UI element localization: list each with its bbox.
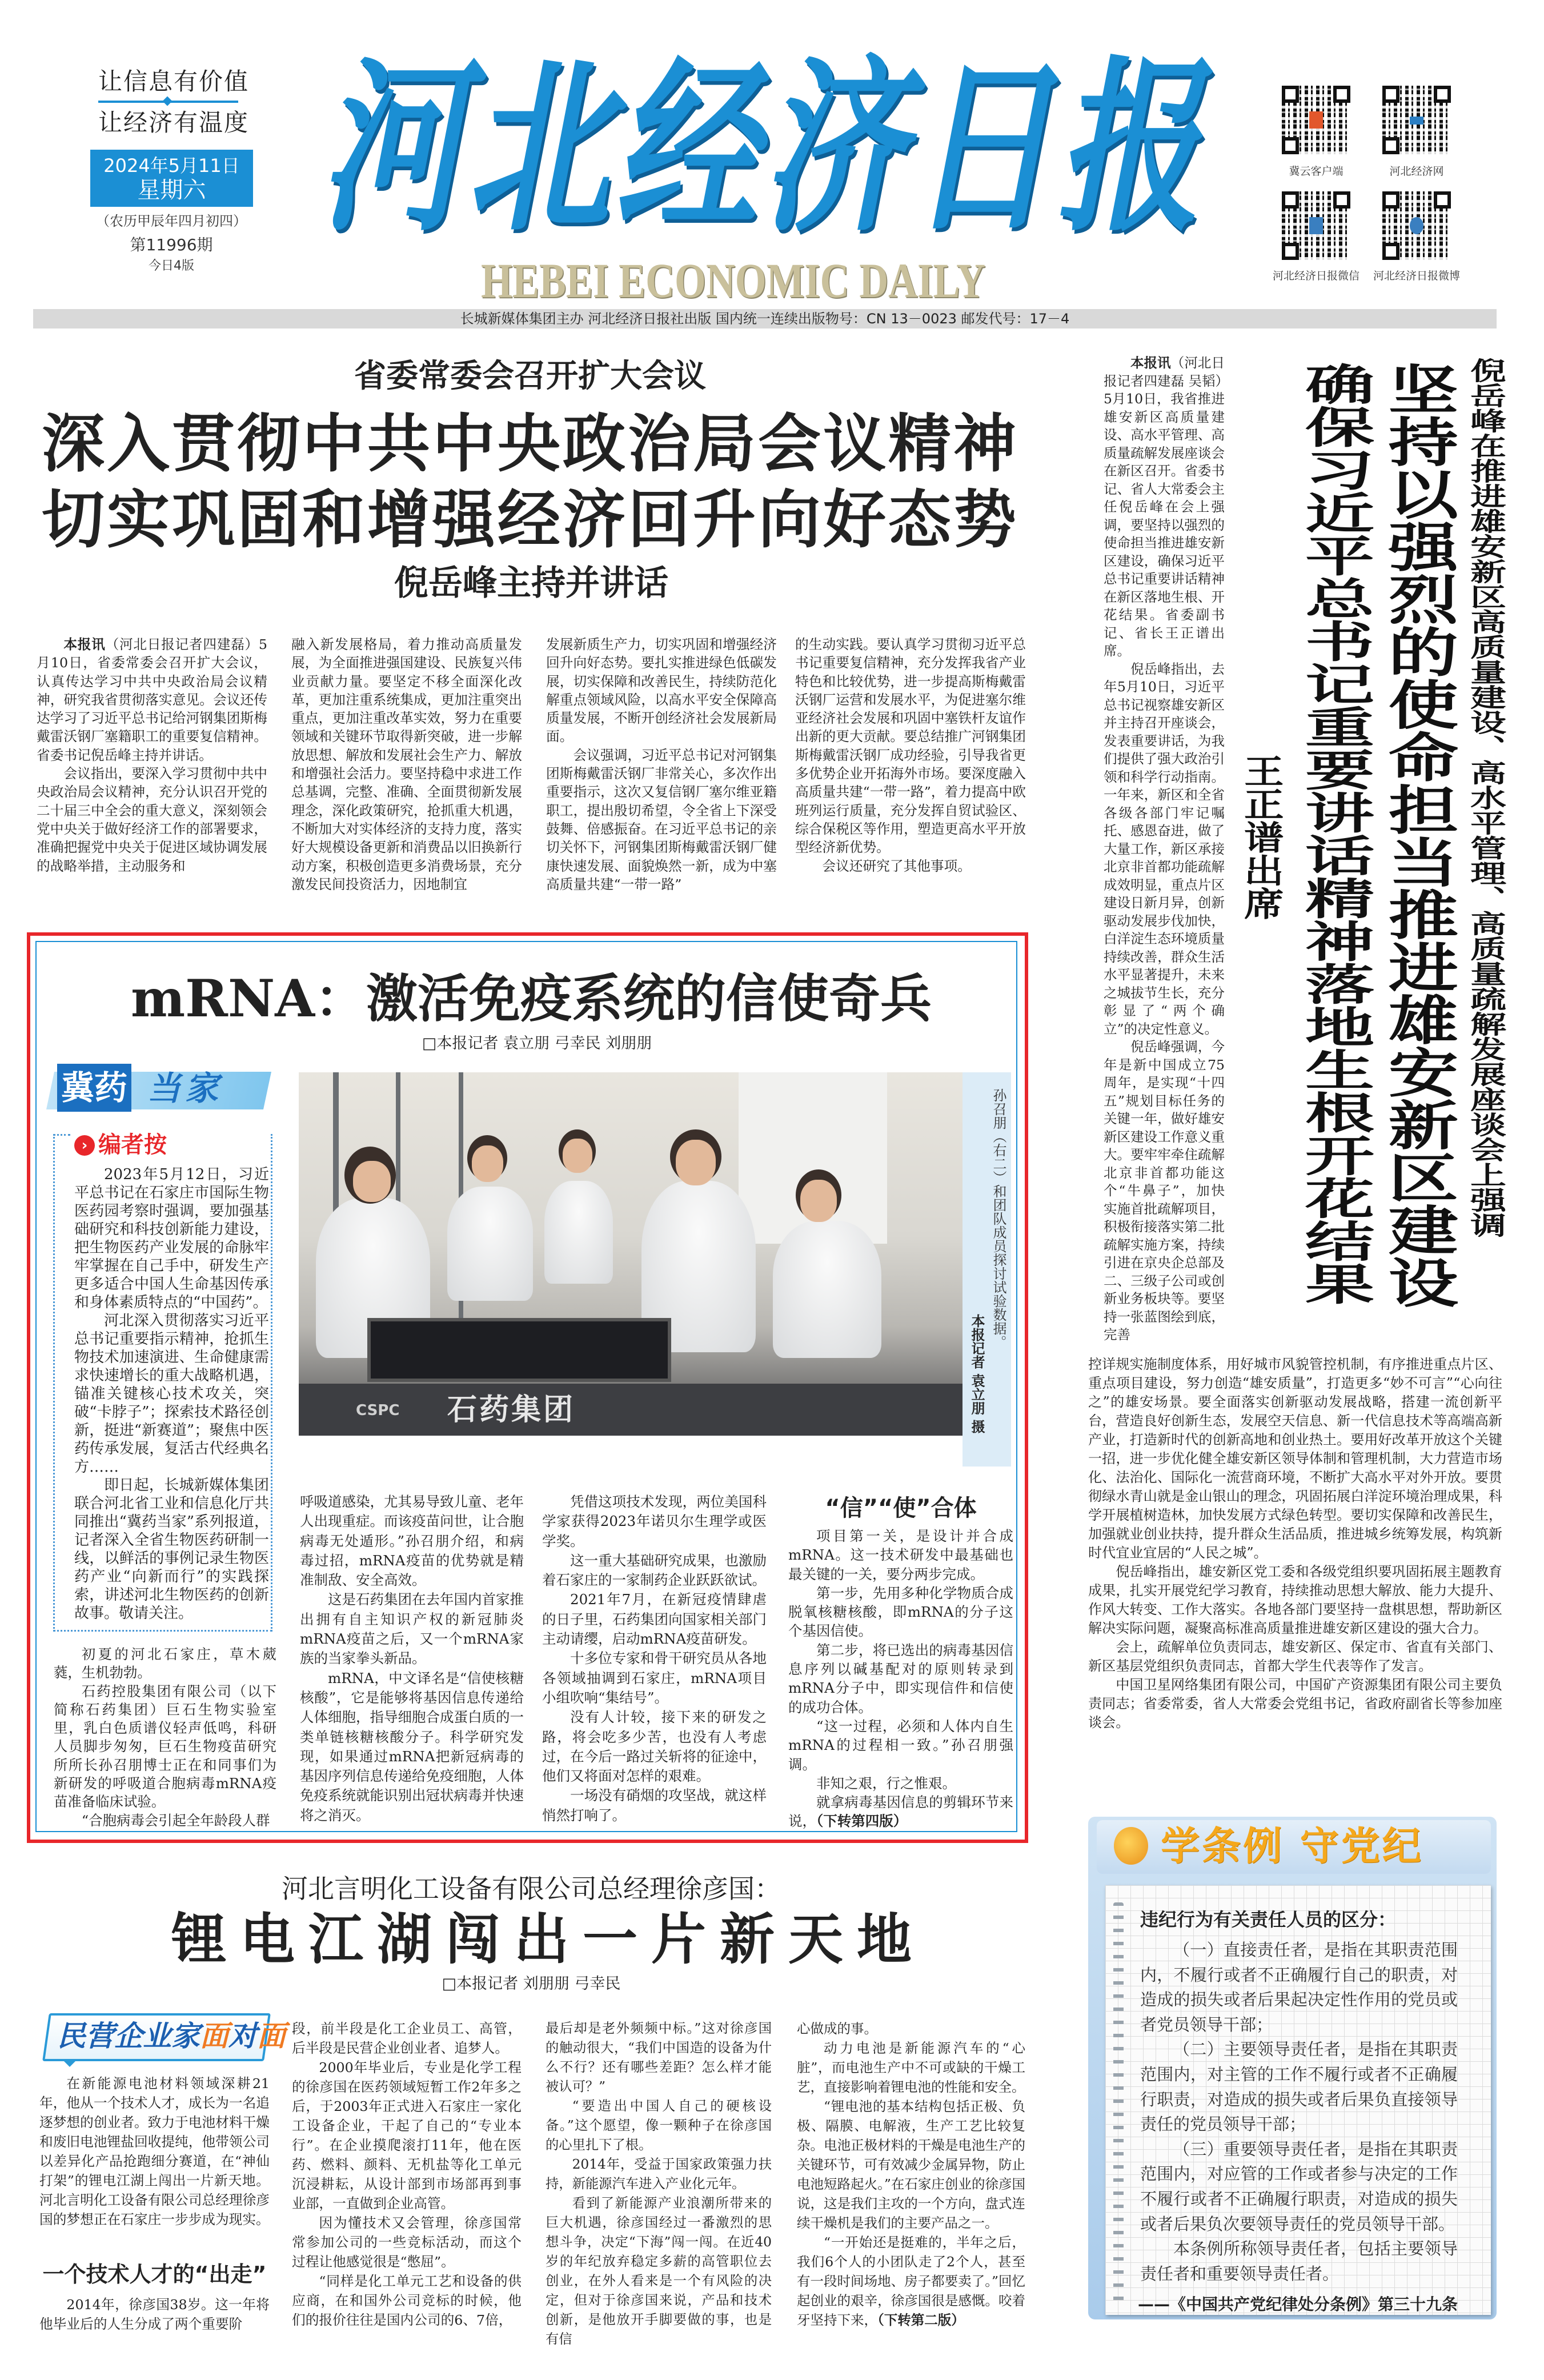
paragraph-text: 5月10日，省委常委会召开扩大会议，认真传达学习中共中央政治局会议精神，研究我省贯彻落实意见。会议还传达学习了习近平总书记给河钢集团斯梅戴雷沃钢厂塞籍职工的重要复信精神。省委书记倪岳峰主持并讲话。: [37, 636, 267, 763]
paragraph: [300, 1669, 524, 1825]
paragraph-text: 看到了新能源产业浪潮所带来的巨大机遇，徐彦国经过一番激烈的思想斗争，决定“下海”闯一闯。在近40岁的年纪放弃稳定多薪的高管职位去创业，在外人看来是一个有风险的决定，但对于徐彦国来说，产品和技术创新，是他放开手脚要做的事，也是有信: [546, 2195, 772, 2347]
xiongan-wide-column: [1088, 1355, 1502, 1732]
imprint-bar: 长城新媒体集团主办 河北经济日报社出版 国内统一连续出版物号：CN 13－0023 邮发代号：17－4: [33, 309, 1497, 328]
paragraph-text: 第一步，先用多种化学物质合成脱氧核糖核酸，即mRNA的分子这个基因信使。: [788, 1584, 1013, 1640]
paragraph: [546, 2097, 772, 2155]
lead-paragraph: [37, 635, 267, 764]
paragraph-text: “要造出中国人自己的硬核设备。”这个愿望，像一颗种子在徐彦国的心里扎下了根。: [546, 2098, 772, 2153]
paragraph: [797, 2097, 1025, 2233]
paragraph-text: 倪岳峰强调，今年是新中国成立75周年，是实现“十四五”规划目标任务的关键一年，做好雄安新区建设工作意义重大。要牢牢牵住疏解北京非首都功能这个“牛鼻子”，加快实施首批疏解项目，积极衔接落实第二批疏解实施方案，持续引进在京央企总部及二、三级子公司或创新业务板块等。要坚持一张蓝图绘到底，完善: [1104, 1039, 1225, 1343]
paragraph: [546, 635, 777, 746]
paragraph: [292, 2019, 522, 2058]
lab-photo[interactable]: [299, 1072, 963, 1436]
paragraph-text: 控详规实施制度体系，用好城市风貌管控机制，有序推进重点片区、重点项目建设，努力创造“雄安质量”，打造更多“妙不可言”“心向往之”的雄安场景。要全面落实创新驱动发展战略，搭建一流创新平台，营造良好创新生态，发展空天信息、新一代信息技术等高端高新产业，打造新时代的创新高地和创业热土。要用好改革开放这个关键一招，进一步优化健全雄安新区领导体制和管理机制，大力营造市场化、法治化、国际化一流营商环境，不断扩大高水平对外开放。要贯彻绿水青山就是金山银山的理念，巩固拓展白洋淀环境治理成果，科学开展植树造林，加快发展方式绿色转型。要切实保障和改善民生，加强就业创业扶持，提升群众生活品质，推进城乡统筹发展，构筑新时代宜业宜居的“人民之城”。: [1088, 1356, 1502, 1561]
xiongan-narrow-column: [1104, 354, 1229, 1344]
paragraph-text: 的生动实践。要认真学习贯彻习近平总书记重要复信精神，充分发挥我省产业特色和比较优势，进一步提高斯梅戴雷沃钢厂运营和发展水平，为促进塞尔维亚经济社会发展和巩固中塞铁杆友谊作出新的更大贡献。要总结推广河钢集团斯梅戴雷沃钢厂成功经验，引导我省更多优势企业开拓海外市场。要深度融入高质量共建“一带一路”，着力提高中欧班列运行质量，充分发挥自贸试验区、综合保税区等作用，塑造更高水平开放型经济新优势。: [795, 636, 1026, 856]
entrepreneur-byline: □本报记者 刘朋朋 弓幸民: [442, 1975, 621, 1993]
paragraph: [54, 1812, 276, 1830]
paragraph-text: 中国卫星网络集团有限公司，中国矿产资源集团有限公司主要负责同志；省委常委，省人大常委会党组书记，省政府副省长等参加座谈会。: [1088, 1677, 1502, 1730]
slogan-1: 让信息有价值: [98, 67, 250, 95]
entrepreneur-column: [292, 2019, 522, 2330]
banner-text: 面: [257, 2020, 286, 2053]
notebook-rings: [1113, 1902, 1124, 2302]
paragraph-text: 一场没有硝烟的攻坚战，就这样悄然打响了。: [542, 1787, 767, 1824]
paragraph-text: 这是石药集团在去年国内首家推出拥有自主知识产权的新冠肺炎mRNA疫苗之后，又一个mRNA家族的当家拳头新品。: [300, 1591, 524, 1667]
paragraph-text: 因为懂技术又会管理，徐彦国常常参加公司的一些竞标活动，而这个过程让他感觉很是“憋屈”。: [292, 2215, 522, 2270]
top-story-column: [795, 635, 1026, 875]
paragraph: [546, 2155, 772, 2194]
paragraph-text: 2021年7月，在新冠疫情肆虐的日子里，石药集团向国家相关部门主动请缨，启动mRNA疫苗研发。: [542, 1591, 767, 1648]
entrepreneur-headline[interactable]: 锂电江湖闯出一片新天地: [171, 1908, 925, 1972]
discipline-source: ——《中国共产党纪律处分条例》第三十九条: [1137, 2295, 1458, 2314]
paragraph-text: 2023年5月12日，习近平总书记在石家庄市国际生物医药园考察时强调，要加强基础研究和科技创新能力建设，把生物医药产业发展的命脉牢牢掌握在自己手中，研发生产更多适合中国人生命基因传承和身体素质特点的“中国药”。: [74, 1166, 269, 1311]
photo-sign-text: CSPC: [356, 1402, 400, 1419]
top-story-headline-2[interactable]: 切实巩固和增强经济回升向好态势: [42, 483, 1018, 556]
paragraph: [788, 1584, 1013, 1641]
mrna-column: [54, 1645, 276, 1830]
paragraph-text: 会上，疏解单位负责同志，雄安新区、保定市、省直有关部门、新区基层党组织负责同志，首都大学生代表等作了发言。: [1088, 1639, 1502, 1674]
editor-note-title: 编者按: [98, 1132, 167, 1158]
paragraph-text: 没有人计较，接下来的研发之路，将会吃多少苦，也没有人考虑过，在今后一路过关斩将的征途中，他们又将面对怎样的艰难。: [542, 1709, 767, 1785]
paragraph-text: 融入新发展格局，着力推动高质量发展，为全面推进强国建设、民族复兴伟业贡献力量。要坚定不移全面深化改革，更加注重系统集成，更加注重突出重点，更加注重改革实效，努力在重要领域和关键环节取得新突破，进一步解放思想、解放和发展社会生产力、解放和增强社会活力。要坚持稳中求进工作总基调，完整、准确、全面贯彻新发展理念，深化政策研究，抢抓重大机遇，不断加大对实体经济的支持力度，落实好大规模设备更新和消费品以旧换新行动方案，积极创造更多消费场景，充分激发民间投资活力，因地制宜: [291, 636, 522, 892]
paragraph-text: “这一过程，必须和人体内自生mRNA的过程相一致。”孙召朋强调。: [788, 1717, 1013, 1773]
issue-number: 第11996期: [130, 235, 213, 254]
paragraph: [291, 635, 522, 893]
paragraph-text: 即日起，长城新媒体集团联合河北省工业和信息化厅共同推出“冀药当家”系列报道，记者深入全省生物医药研制一线，以鲜活的事例记录生物医药产业“向新而行”的实践探索，讲述河北生物医药的创新故事。敬请关注。: [74, 1477, 269, 1622]
banner-text: 对: [228, 2020, 257, 2053]
paragraph-text: 2000年毕业后，专业是化学工程的徐彦国在医药领域短暂工作2年多之后，于2003年正式进入石家庄一家化工设备企业，干起了自己的“专业本行”。在企业摸爬滚打11年，他在医药、燃料、颜料、无机盐等化工单元沉浸耕耘，从设计部到市场部再到事业部，一直做到企业高管。: [292, 2060, 522, 2211]
issue-weekday: 星期六: [137, 177, 206, 203]
paragraph: [797, 2233, 1025, 2330]
paragraph-text: 最后却是老外频频中标。”这对徐彦国的触动很大，“我们中国造的设备为什么不行？还有哪些差距？怎么样才能被认可？”: [546, 2021, 772, 2094]
paragraph: [1088, 1562, 1502, 1638]
xiongan-headline-1[interactable]: 坚持以强烈的使命担当推进雄安新区建设: [1377, 362, 1458, 1308]
entrepreneur-kicker[interactable]: 河北言明化工设备有限公司总经理徐彦国：: [282, 1873, 781, 1904]
english-name: HEBEI ECONOMIC DAILY: [481, 253, 985, 308]
paragraph: [542, 1590, 767, 1649]
paragraph: [788, 1717, 1013, 1774]
paragraph-text: 凭借这项技术发现，两位美国科学家获得2023年诺贝尔生理学或医学奖。: [542, 1493, 767, 1549]
discipline-banner-title: 学条例 守党纪: [1161, 1824, 1423, 1869]
paragraph: [1140, 1938, 1458, 2037]
qr-code-icon[interactable]: [1282, 86, 1350, 154]
paragraph-text: mRNA，中文译名是“信使核糖核酸”，它是能够将基因信息传递给人体细胞，指导细胞合成蛋白质的一类单链核糖核酸分子。科学研究发现，如果通过mRNA把新冠病毒的基因序列信息传递给免疫细胞，人体免疫系统就能识别出冠状病毒并快速将之消灭。: [300, 1669, 524, 1824]
paragraph-text: 5月10日，我省推进雄安新区高质量建设、高水平管理、高质量疏解发展座谈会在新区召开。省委书记、省人大常委会主任倪岳峰在会上强调，要坚持以强烈的使命担当推进雄安新区建设，确保习近平总书记重要讲话精神在新区落地生根、开花结果。省委副书记、省长王正谱出席。: [1104, 391, 1225, 659]
section-heading: “信”“使”合体: [825, 1495, 977, 1521]
entrepreneur-column: [546, 2019, 772, 2349]
mrna-headline[interactable]: mRNA：激活免疫系统的信使奇兵: [130, 968, 932, 1029]
paragraph: [797, 2019, 1025, 2038]
paragraph-text: 项目第一关，是设计并合成mRNA。这一技术研发中最基础也最关键的一关，要分两步完成。: [788, 1528, 1013, 1582]
qr-code-icon[interactable]: [1282, 191, 1350, 260]
discipline-title: 违纪行为有关责任人员的区分：: [1140, 1909, 1397, 1930]
mrna-column: [300, 1492, 524, 1825]
top-story-column: [546, 635, 777, 893]
paragraph: [1088, 1676, 1502, 1732]
divider: [53, 1134, 70, 1136]
qr-code-icon[interactable]: [1382, 191, 1451, 260]
paragraph: [797, 2038, 1025, 2097]
paragraph-text: （二）主要领导责任者，是指在其职责范围内，对主管的工作不履行或者不正确履行职责，对造成的损失或者后果负直接领导责任的党员领导干部；: [1140, 2040, 1458, 2134]
paragraph: [788, 1526, 1013, 1584]
top-story-kicker[interactable]: 省委常委会召开扩大会议: [354, 358, 706, 395]
lead-byline: （河北日报记者四建磊）: [105, 636, 259, 652]
paragraph-text: 在新能源电池材料领域深耕21年，他从一个技术人才，成长为一名追逐梦想的创业者。致力于电池材料干燥和废旧电池锂盐回收提纯，他带领公司以差异化产品抢跑细分赛道，在“神仙打架”的锂电江湖上闯出一片新天地。河北言明化工设备有限公司总经理徐彦国的梦想正在石家庄一步步成为现实。: [39, 2076, 270, 2227]
paragraph-text: 发展新质生产力，切实巩固和增强经济回升向好态势。要扎实推进绿色低碳发展，切实保障和改善民生，持续防范化解重点领域风险，以高水平安全保障高质量发展，不断开创经济社会发展新局面。: [546, 636, 777, 745]
paragraph: [39, 2074, 270, 2229]
paragraph: [1088, 1355, 1502, 1562]
paragraph: [788, 1774, 1013, 1793]
mrna-column: [788, 1490, 1013, 1831]
paragraph: [542, 1649, 767, 1708]
paragraph-text: “锂电池的基本结构包括正极、负极、隔膜、电解液，生产工艺比较复杂。电池正极材料的干燥是电池生产的关键环节，可有效减少金属异物，防止电池短路起火。”在石家庄创业的徐彦国说，这是我们主攻的一个方向，盘式连续干燥机是我们的主要产品之一。: [797, 2098, 1025, 2231]
xiongan-headline-2[interactable]: 确保习近平总书记重要讲话精神落地生根开花结果: [1294, 362, 1375, 1305]
top-story-column: [291, 635, 522, 893]
paragraph: [546, 746, 777, 893]
banner-text: 民营企业家: [57, 2020, 200, 2053]
paragraph: [1140, 2037, 1458, 2137]
paragraph: [54, 1682, 276, 1812]
paragraph: [74, 1165, 269, 1312]
paragraph-text: 会议指出，要深入学习贯彻中共中央政治局会议精神，充分认识召开党的二十届三中全会的重大意义，深刻领会党中央关于做好经济工作的部署要求，准确把握党中央关于促进区域协调发展的战略举措，主动服务和: [37, 766, 267, 874]
qr-label: 河北经济日报微信: [1272, 270, 1359, 282]
editor-note-text: [74, 1165, 269, 1622]
entrepreneur-column: [39, 2295, 270, 2334]
paragraph: [300, 1590, 524, 1668]
paragraph: [788, 1641, 1013, 1717]
paragraph: [37, 764, 267, 875]
top-story-column: [37, 635, 267, 875]
photo-credit: 本报记者 袁立朋 摄: [969, 1314, 985, 1433]
top-story-headline-1[interactable]: 深入贯彻中共中央政治局会议精神: [42, 407, 1018, 480]
party-emblem-icon: [1114, 1827, 1148, 1865]
qr-label: 河北经济网: [1389, 165, 1444, 178]
lead-byline: （河北日报记者四建磊 吴韬）: [1104, 355, 1229, 389]
paragraph: [546, 2194, 772, 2349]
issue-date: 2024年5月11日: [103, 155, 240, 177]
paragraph-text: 初夏的河北石家庄，草木葳蕤，生机勃勃。: [54, 1646, 276, 1681]
paragraph: [542, 1708, 767, 1786]
discipline-text: [1140, 1938, 1458, 2286]
paragraph: [795, 857, 1026, 875]
slogan-2: 让经济有温度: [98, 109, 250, 137]
paragraph-text: （三）重要领导责任者，是指在其职责范围内，对应管的工作或者参与决定的工作不履行或者不正确履行职责，对造成的损失或者后果负次要领导责任的党员领导干部。: [1140, 2139, 1458, 2234]
paragraph: [795, 635, 1026, 857]
paragraph: [542, 1492, 767, 1551]
paragraph: [542, 1786, 767, 1825]
paragraph: [1140, 2237, 1458, 2286]
paragraph-text: 心做成的事。: [797, 2021, 877, 2037]
xiongan-kicker[interactable]: 倪岳峰在推进雄安新区高质量建设、高水平管理、高质量疏解发展座谈会上强调: [1463, 358, 1506, 1237]
paragraph: [292, 2213, 522, 2271]
paragraph: [292, 2058, 522, 2213]
paragraph: [542, 1551, 767, 1590]
paragraph-text: 非知之艰，行之惟艰。: [816, 1774, 956, 1792]
section-heading: 一个技术人才的“出走”: [42, 2262, 267, 2287]
banner-text: 面: [200, 2020, 228, 2053]
jump-link[interactable]: （下转第四版）: [816, 1813, 908, 1830]
lead-paragraph: [1104, 354, 1229, 660]
paragraph-text: 这一重大基础研究成果，也激励着石家庄的一家制药企业跃跃欲试。: [542, 1552, 767, 1589]
date-box: [90, 150, 253, 207]
paragraph: [74, 1476, 269, 1622]
qr-code-icon[interactable]: [1382, 86, 1451, 154]
paragraph-text: “合胞病毒会引起全年龄段人群: [81, 1812, 270, 1829]
discipline-banner: [1097, 1820, 1491, 1874]
paragraph-text: 倪岳峰指出，去年5月10日，习近平总书记视察雄安新区并主持召开座谈会，发表重要讲话，为我们提供了强大政治引领和科学行动指南。一年来，新区和全省各级各部门牢记嘱托、感恩奋进，做了大量工作，新区承接北京非首都功能疏解成效明显，重点片区建设日新月异，创新驱动发展步伐加快，白洋淀生态环境质量持续改善，群众生活水平显著提升，未来之城拔节生长，充分彰显了“两个确立”的决定性意义。: [1104, 660, 1225, 1037]
photo-sign-text: 石药集团: [447, 1393, 576, 1427]
mrna-column: [542, 1492, 767, 1825]
paragraph-text: 就拿病毒基因信息的剪辑环节来说，: [788, 1794, 1013, 1830]
paragraph-text: 石药控股集团有限公司（以下简称石药集团）巨石生物实验室里，乳白色质谱仪轻声低鸣，科研人员脚步匆匆，巨石生物疫苗研究所所长孙召朋博士正在和同事们为新研发的呼吸道合胞病毒mRNA疫苗准备临床试验。: [54, 1682, 276, 1810]
paragraph: [1088, 1638, 1502, 1676]
paragraph-text: 倪岳峰指出，雄安新区党工委和各级党组织要巩固拓展主题教育成果，扎实开展党纪学习教育，持续推动思想大解放、能力大提升、作风大转变、工作大落实。各地各部门要坚持一盘棋思想，帮助新区解决实际问题，凝聚高标准高质量推进雄安新区建设的强大合力。: [1088, 1564, 1502, 1636]
paragraph-text: 会议还研究了其他事项。: [822, 858, 971, 874]
photo-caption: 孙召朋（右二）和团队成员探讨试验数据。: [990, 1088, 1006, 1349]
paragraph-text: 段，前半段是化工企业员工、高管，后半段是民营企业创业者、追梦人。: [292, 2021, 522, 2056]
paragraph: [54, 1645, 276, 1682]
paragraph: [1140, 2137, 1458, 2237]
paragraph-text: 会议强调，习近平总书记对河钢集团斯梅戴雷沃钢厂非常关心，多次作出重要指示，这次又复信钢厂塞尔维亚籍职工，提出殷切希望，令全省上下深受鼓舞、倍感振奋。在习近平总书记的亲切关怀下，河钢集团斯梅戴雷沃钢厂健康快速发展、面貌焕然一新，成为中塞高质量共建“一带一路”: [546, 747, 777, 892]
paragraph: [788, 1793, 1013, 1831]
entrepreneur-column: [39, 2074, 270, 2229]
paragraph-text: （一）直接责任者，是指在其职责范围内，不履行或者不正确履行自己的职责，对造成的损失或者后果起决定性作用的党员或者党员领导干部；: [1140, 1940, 1458, 2034]
paragraph-text: 呼吸道感染，尤其易导致儿童、老年人出现重症。而该疫苗问世，让合胞病毒无处遁形。”孙召朋介绍，和病毒过招，mRNA疫苗的优势就是精准制敌、安全高效。: [300, 1493, 524, 1589]
chevron-right-icon: ›: [74, 1135, 95, 1156]
qr-label: 河北经济日报微博: [1373, 270, 1460, 282]
paragraph-text: 第二步，将已选出的病毒基因信息序列以碱基配对的原则转录到mRNA分子中，即实现信件和信使的成功合体。: [788, 1641, 1013, 1716]
dateline-label: 本报讯: [63, 636, 106, 652]
paragraph: [1104, 660, 1225, 1039]
banner-text: 当家: [147, 1069, 223, 1108]
jump-link[interactable]: （下转第二版）: [877, 2312, 965, 2328]
paragraph-text: 动力电池是新能源汽车的“心脏”，而电池生产中不可或缺的干燥工艺，直接影响着锂电池的性能和安全。: [797, 2040, 1025, 2095]
series-banner-jiyao: [50, 1061, 273, 1114]
paragraph-text: 河北深入贯彻落实习近平总书记重要指示精神，抢抓生物技术加速演进、生命健康需求快速增长的重大战略机遇，锚准关键核心技术攻关，突破“卡脖子”；探索技术路径创新，挺进“新赛道”；聚焦中医药传承发展，复活古代经典名方……: [74, 1312, 269, 1476]
paragraph: [292, 2271, 522, 2330]
entrepreneur-column: [797, 2019, 1025, 2330]
paragraph-text: 本条例所称领导责任者，包括主要领导责任者和重要领导责任者。: [1140, 2239, 1458, 2283]
paragraph-text: 2014年，受益于国家政策强力扶持，新能源汽车进入产业化元年。: [546, 2157, 772, 2191]
newspaper-logo: 河北经济日报: [320, 38, 1204, 257]
qr-label: 冀云客户端: [1289, 165, 1344, 178]
paragraph: [300, 1492, 524, 1590]
paragraph: [1104, 1038, 1225, 1344]
mrna-byline: □本报记者 袁立朋 弓幸民 刘朋朋: [422, 1035, 652, 1052]
lunar-date: （农历甲辰年四月初四）: [96, 213, 247, 229]
paragraph: 2014年，徐彦国38岁。这一年将他毕业后的人生分成了两个重要阶: [39, 2297, 270, 2332]
paragraph-text: 十多位专家和骨干研究员从各地各领域抽调到石家庄，mRNA项目小组吹响“集结号”。: [542, 1650, 767, 1706]
xiongan-subhead: 王正谱出席: [1237, 754, 1284, 920]
dateline-label: 本报讯: [1130, 355, 1171, 371]
paragraph-text: “同样是化工单元工艺和设备的供应商，在和国外公司竞标的时候，他们的报价往往是国内公司的6、7倍，: [292, 2273, 522, 2328]
paragraph-text: “一开始还是挺难的，半年之后，我们6个人的小团队走了2个人，甚至有一段时间场地、房子都要卖了。”回忆起创业的艰辛，徐彦国很是感慨。咬着牙坚持下来，: [797, 2234, 1025, 2328]
banner-text: 冀药: [57, 1064, 131, 1112]
diamond-icon: [163, 97, 173, 106]
pages-today: 今日4版: [149, 259, 194, 273]
paragraph: [546, 2019, 772, 2097]
series-banner-entrepreneur: [41, 2011, 286, 2068]
paragraph: [74, 1312, 269, 1476]
top-story-subhead: 倪岳峰主持并讲话: [394, 563, 668, 603]
